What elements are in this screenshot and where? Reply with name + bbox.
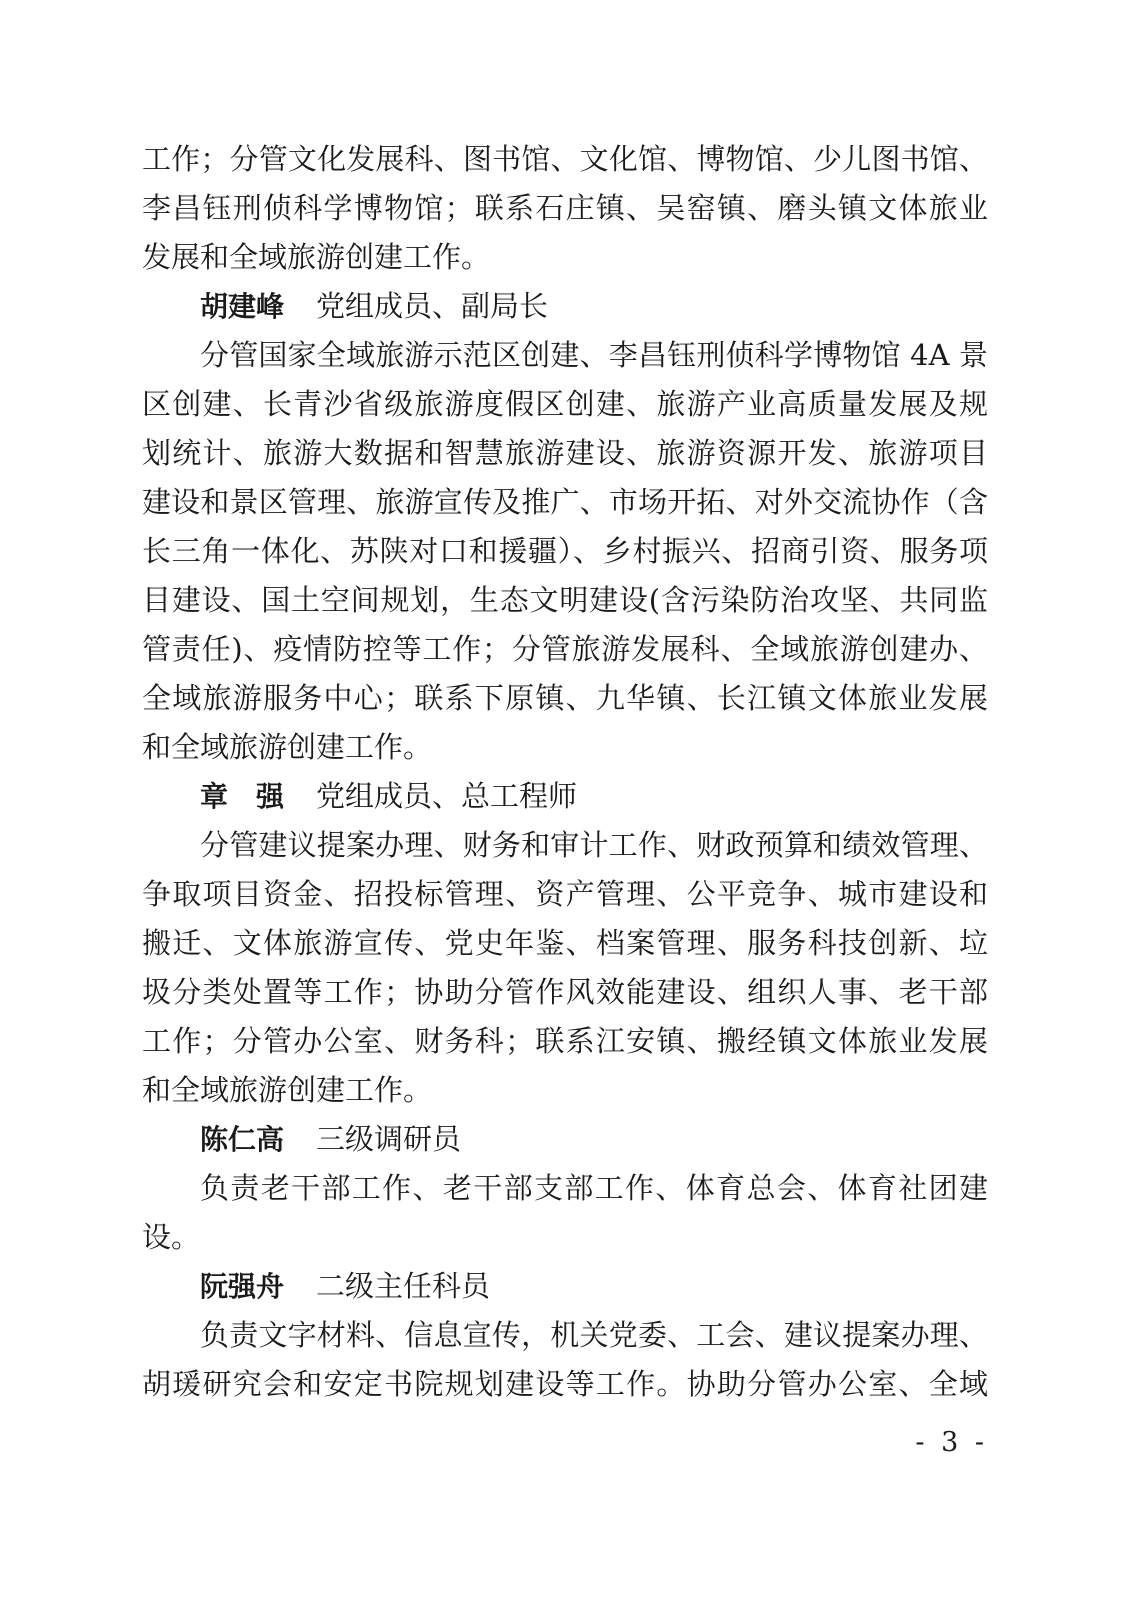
person-title: 党组成员、总工程师 (316, 779, 578, 813)
paragraph-line: 圾分类处置等工作；协助分管作风效能建设、组织人事、老干部 (142, 975, 988, 1009)
intro-paragraph (142, 135, 988, 282)
person-section (142, 1262, 988, 1409)
person-section (142, 282, 988, 772)
person-section (142, 1115, 988, 1262)
paragraph-line: 工作；分管办公室、财务科；联系江安镇、搬经镇文体旅业发展 (142, 1024, 988, 1058)
paragraph-line: 李昌钰刑侦科学博物馆；联系石庄镇、吴窑镇、磨头镇文体旅业 (142, 191, 988, 225)
person-section (142, 772, 988, 1115)
page-number: - 3 - (915, 1427, 988, 1458)
paragraph-line: 负责文字材料、信息宣传，机关党委、工会、建议提案办理、 (200, 1318, 988, 1352)
person-name: 章 强 (200, 780, 285, 813)
paragraph-line: 目建设、国土空间规划，生态文明建设(含污染防治攻坚、共同监 (142, 583, 988, 617)
paragraph-line: 划统计、旅游大数据和智慧旅游建设、旅游资源开发、旅游项目 (142, 436, 988, 470)
paragraph-line: 争取项目资金、招投标管理、资产管理、公平竞争、城市建设和 (142, 877, 988, 911)
paragraph-line: 长三角一体化、苏陕对口和援疆）、乡村振兴、招商引资、服务项 (142, 534, 988, 568)
paragraph-line: 胡瑗研究会和安定书院规划建设等工作。协助分管办公室、全域 (142, 1367, 988, 1401)
paragraph-line: 和全域旅游创建工作。 (142, 1073, 433, 1107)
person-heading (142, 772, 988, 821)
person-title: 党组成员、副局长 (316, 289, 549, 323)
paragraph-line: 设。 (142, 1220, 201, 1254)
paragraph-line: 和全域旅游创建工作。 (142, 730, 433, 764)
paragraph-line: 搬迁、文体旅游宣传、党史年鉴、档案管理、服务科技创新、垃 (142, 926, 988, 960)
paragraph-line: 负责老干部工作、老干部支部工作、体育总会、体育社团建 (200, 1171, 988, 1205)
paragraph-line: 分管建议提案办理、财务和审计工作、财政预算和绩效管理、 (200, 828, 988, 862)
paragraph-line: 建设和景区管理、旅游宣传及推广、市场开拓、对外交流协作（含 (142, 485, 988, 519)
person-name: 胡建峰 (200, 290, 285, 323)
paragraph-line: 区创建、长青沙省级旅游度假区创建、旅游产业高质量发展及规 (142, 387, 988, 421)
document-body (142, 135, 988, 1409)
person-heading (142, 1262, 988, 1311)
paragraph-line: 工作；分管文化发展科、图书馆、文化馆、博物馆、少儿图书馆、 (142, 142, 988, 176)
person-name: 陈仁高 (200, 1123, 285, 1156)
person-name: 阮强舟 (200, 1270, 285, 1303)
person-title: 二级主任科员 (316, 1269, 491, 1303)
paragraph-line: 发展和全域旅游创建工作。 (142, 240, 491, 274)
person-title: 三级调研员 (316, 1122, 462, 1156)
person-heading (142, 282, 988, 331)
person-heading (142, 1115, 988, 1164)
paragraph-line: 全域旅游服务中心；联系下原镇、九华镇、长江镇文体旅业发展 (142, 681, 988, 715)
paragraph-line: 管责任)、疫情防控等工作；分管旅游发展科、全域旅游创建办、 (142, 632, 988, 666)
paragraph-line: 分管国家全域旅游示范区创建、李昌钰刑侦科学博物馆 4A 景 (200, 338, 988, 372)
